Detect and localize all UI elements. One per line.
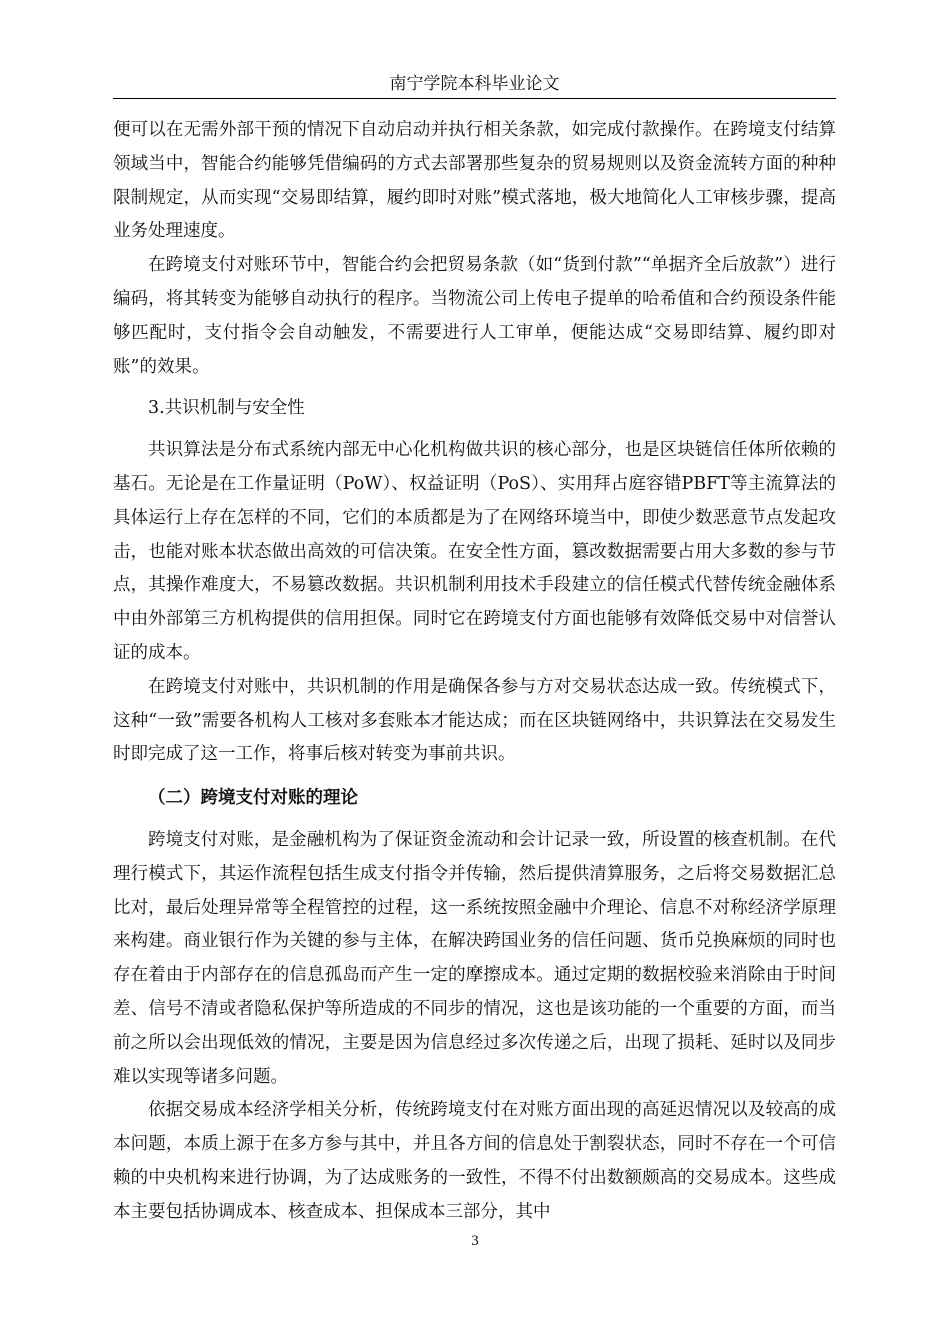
subsection-title-consensus: 3.共识机制与安全性: [148, 398, 305, 419]
spacer: [113, 772, 836, 780]
spacer: [113, 384, 836, 392]
paragraph-smart-contract-continuation: 便可以在无需外部干预的情况下自动启动并执行相关条款，如完成付款操作。在跨境支付结算领域当中，智能合约能够凭借编码的方式去部署那些复杂的贸易规则以及资金流转方面的种种限制规定，从而实现“交易即结算，履约即时对账”模式落地，极大地简化人工审核步骤，提高业务处理速度。: [113, 120, 836, 242]
running-header: 南宁学院本科毕业论文: [389, 74, 560, 94]
paragraph-smart-contract-reconciliation: 在跨境支付对账环节中，智能合约会把贸易条款（如“货到付款”“单据齐全后放款”）进行编码，将其转变为能够自动执行的程序。当物流公司上传电子提单的哈希值和合约预设条件能够匹配时，支付指令会自动触发，不需要进行人工审单，便能达成“交易即结算、履约即对账”的效果。: [113, 255, 836, 377]
paragraph-consensus-algorithm: 共识算法是分布式系统内部无中心化机构做共识的核心部分，也是区块链信任体所依赖的基石。无论是在工作量证明（PoW）、权益证明（PoS）、实用拜占庭容错PBFT等主流算法的具体运行上存在怎样的不同，它们的本质都是为了在网络环境当中，即使少数恶意节点发起攻击，也能对账本状态做出高效的可信决策。在安全性方面，篡改数据需要占用大多数的参与节点，其操作难度大，不易篡改数据。共识机制利用技术手段建立的信任模式代替传统金融体系中由外部第三方机构提供的信用担保。同时它在跨境支付方面也能够有效降低交易中对信誉认证的成本。: [113, 440, 836, 663]
paragraph-consensus-reconciliation: 在跨境支付对账中，共识机制的作用是确保各参与方对交易状态达成一致。传统模式下，这种“一致”需要各机构人工核对多套账本才能达成；而在区块链网络中，共识算法在交易发生时即完成了这一工作，将事后核对转变为事前共识。: [113, 676, 836, 765]
paragraph-transaction-cost: 依据交易成本经济学相关分析，传统跨境支付在对账方面出现的高延迟情况以及较高的成本问题，本质上源于在多方参与其中，并且各方间的信息处于割裂状态，同时不存在一个可信赖的中央机构来进行协调，为了达成账务的一致性，不得不付出数额颇高的交易成本。这些成本主要包括协调成本、核查成本、担保成本三部分，其中: [113, 1100, 836, 1222]
header-divider: [113, 98, 836, 99]
section-heading-theory: （二）跨境支付对账的理论: [148, 788, 358, 809]
page-number: 3: [471, 1233, 479, 1249]
spacer: [113, 816, 836, 824]
body-text: [113, 114, 836, 1230]
paragraph-reconciliation-definition: 跨境支付对账，是金融机构为了保证资金流动和会计记录一致，所设置的核查机制。在代理行模式下，其运作流程包括生成支付指令并传输，然后提供清算服务，之后将交易数据汇总比对，最后处理异常等全程管控的过程，这一系统按照金融中介理论、信息不对称经济学原理来构建。商业银行作为关键的参与主体，在解决跨国业务的信任问题、货币兑换麻烦的同时也存在着由于内部存在的信息孤岛而产生一定的摩擦成本。通过定期的数据校验来消除由于时间差、信号不清或者隐私保护等所造成的不同步的情况，这也是该功能的一个重要的方面，而当前之所以会出现低效的情况，主要是因为信息经过多次传递之后，出现了损耗、延时以及同步难以实现等诸多问题。: [113, 829, 836, 1087]
